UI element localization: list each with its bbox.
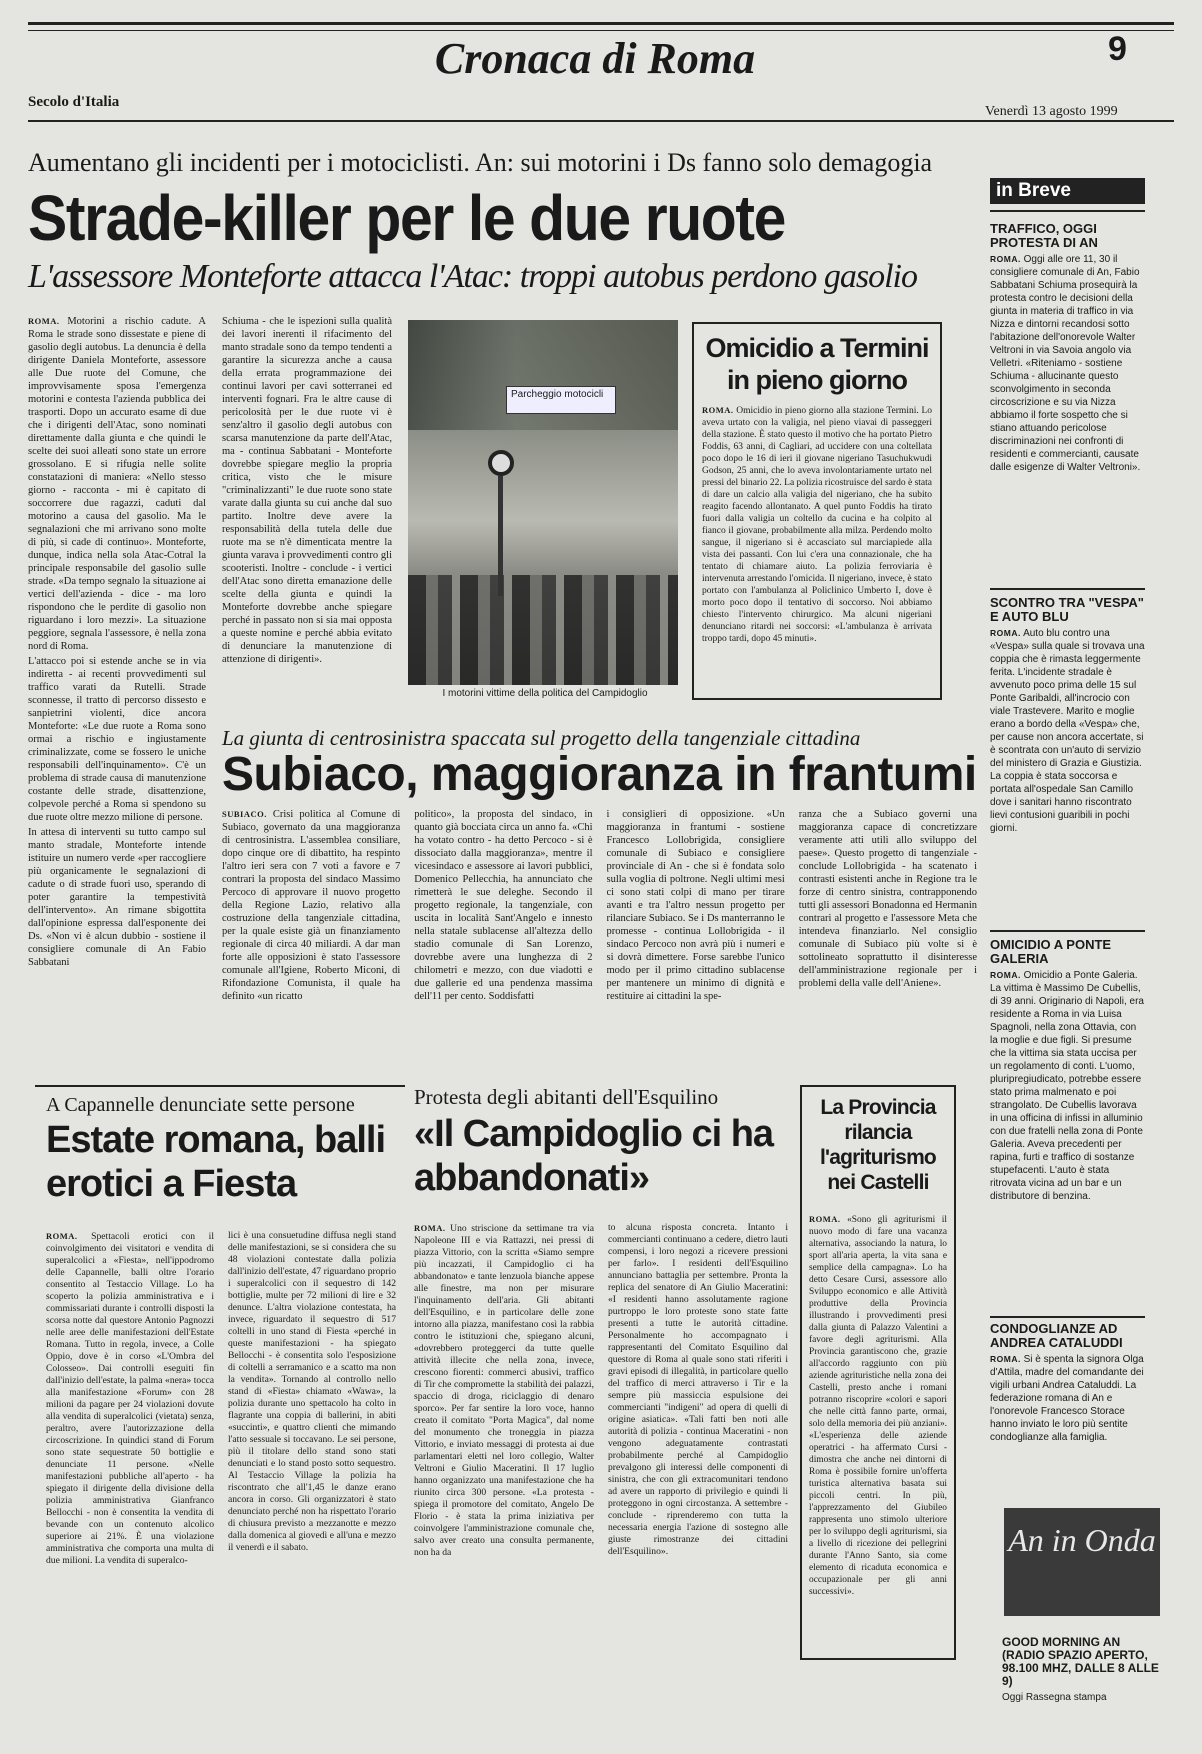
breve-title-3: OMICIDIO A PONTE GALERIA: [990, 937, 1112, 966]
campidoglio-dateline: ROMA.: [414, 1223, 446, 1233]
subiaco-text-4: ranza che a Subiaco governi una maggioranza capace di concretizzare veramente atti utili allo sviluppo del paese». Questo progetto di tangenziale - conclude Lollobrigida - ha scatenato i contrasti esistenti anche in Regione tra le forze di centro sinistra, contrapponendo tutti gli assessori Bonadonna ed Hermanin contrari al progetto e l'assessore Meta che intendeva finanziarlo. Nel consiglio comunale di Subiaco più volte si è sottolineato soprattutto il disinteresse dell'amministrazione regionale per i problemi della valle dell'Aniene».: [798, 809, 977, 989]
lead-headline: Strade-killer per le due ruote: [28, 182, 785, 254]
breve-dateline-3: ROMA.: [990, 970, 1021, 980]
campidoglio-text-1: Uno striscione da settimane tra via Napoleone III e via Rattazzi, nei pressi di piazza Vittorio, con la scritta «Siamo sempre più incazzati, il Campidoglio ci ha abbandonato» e tante lenzuola bianche appese alle finestre, ma non per misurare l'inquinamento dell'aria. Gli abitanti dell'Esquilino, e in particolare delle zone intorno alla piazza, manifestano così la rabbia contro le istituzioni che, spiegano alcuni, «dovrebbero proteggerci da tutte quelle attività illecite che nella zona, invece, crescono fiorenti: commerci abusivi, traffico di Tir che compromette la stabilità dei palazzi, spaccio di droga, riciclaggio di denaro sporco». Per far sentire la loro voce, hanno creato il comitato "Porta Magica", dal nome del monumento che troneggia in piazza Vittorio, e inviato messaggi di protesta ai due parlamentari eletti nel loro collegio, Walter Veltroni e Giulio Maceratini. Il 17 luglio hanno organizzato una manifestazione che ha riunito circa 300 persone. «La protesta - spiega il promotore del comitato, Angelo De Florio - è stata la prima iniziativa per coinvolgere l'amministrazione comunale che, salvo aver creato una consulta permanente, non ha da: [414, 1223, 594, 1558]
in-breve-header: in Breve: [990, 178, 1145, 204]
lead-text-2: Schiuma - che le ispezioni sulla qualità dei lavori inerenti il rifacimento del manto stradale sono da tempo tendenti a garantire la sicurezza anche a causa della errata programmazione dei continui lavori per cavi sotterranei ed interventi fognari. Fra le altre cause di pericolosità per le due ruote vi è senz'altro il gasolio degli autobus con scarsa manutenzione da parte dell'Atac, ma - continua Sabbatani - Monteforte dovrebbe spiegare meglio la propria critica, visto che le misure "criminalizzanti" le due ruote sono state varate dalla giunta su cui anche dal suo partito. Inoltre deve avere la responsabilità della tutela delle due ruote ma se n'è dimenticata mentre la giunta varava i provvedimenti contro gli scooteristi. Inoltre - conclude - i vertici dell'Atac sono diretta emanazione delle scelte della giunta e quindi la Monteforte dovrebbe anche spiegare perché in passato non si sia mai opposta a queste nomine e perché abbia evitato di denunciare la manutenzione di attenzione di dirigenti».: [222, 316, 392, 665]
no-entry-sign-icon: [488, 450, 514, 476]
breve-rule-4: [990, 1316, 1145, 1318]
breve-text-2: Auto blu contro una «Vespa» sulla quale si trovava una coppia che è rimasta leggermente ferita. L'incidente stradale è avvenuto poco prima delle 15 sul Ponte Garibaldi, all'incrocio con viale Trastevere. Marito e moglie erano a bordo della «Vespa» che, per cause non ancora accertate, si è scontrata con un'auto di servizio del ministero di Grazia e Giustizia. La coppia è stata soccorsa e portata all'ospedale San Camillo dove i sanitari hanno riscontrato lievi contusioni guaribili in pochi giorni.: [990, 628, 1145, 834]
termini-body: [702, 404, 932, 645]
onda-text: Oggi Rassegna stampa: [1002, 1692, 1107, 1703]
termini-dateline: ROMA.: [702, 405, 734, 415]
termini-box: [692, 322, 942, 700]
provincia-headline: La Provincia rilancia l'agriturismo nei Castelli: [820, 1096, 936, 1194]
termini-headline: Omicidio a Termini in pieno giorno: [705, 333, 929, 395]
breve-item-vespa: [990, 596, 1145, 925]
breve-rule-2: [990, 588, 1145, 590]
breve-text-4: Si è spenta la signora Olga d'Attila, madre del comandante dei vigili urbani Andrea Cataluddi. La federazione romana di An e l'onorevole Francesco Storace hanno inviato le loro più sentite condoglianze alla famiglia.: [990, 1354, 1144, 1443]
estate-columns: [46, 1230, 396, 1730]
breve-item-condoglianze: [990, 1322, 1145, 1471]
estate-headline: Estate romana, balli erotici a Fiesta: [46, 1119, 386, 1205]
subiaco-columns: [222, 808, 977, 1008]
lead-text-1b: L'attacco poi si estende anche se in via indiretta - ai recenti provvedimenti sul traffico varati da Rutelli. Strade sconnesse, il tratto di percorso dissesto e sanpietrini violenti, dice ancora Monteforte: «Le due ruote a Roma sono ormai a rischio e ingiustamente criminalizzate, come se fossero le uniche responsabili dell'inquinamento». C'è un problema di strade causa di manutenzione costante delle strade, disattenzione, colpevole perché a Roma si spendono su due ruote oltre mezzo milione di persone.: [28, 656, 206, 823]
campidoglio-columns: [414, 1222, 788, 1727]
provincia-box: [800, 1085, 956, 1660]
campidoglio-text-2: to alcuna risposta concreta. Intanto i commercianti continuano a cedere, dietro lauti compensi, i loro negozi a ricevere pressioni per farlo». I residenti dell'Esquilino annunciano battaglia per settembre. Pronta la replica del senatore di An Giulio Maceratini: «I residenti hanno assolutamente ragione purtroppo le loro proteste sono state fatte presenti a tutte le autorità cittadine. Personalmente ho accompagnato i rappresentanti del Comitato Esquilino dal questore di Roma al quale sono stati riferiti i gravi episodi di illegalità, in particolare quello del traffico di merci attraverso i Tir e la sempre più massiccia espulsione dei commercianti "indigeni" ad opera di quelli di origine asiatica». «Tali fatti ben noti alle autorità di polizia - continua Maceratini - non vengono adeguatamente contrastati probabilmente perché al Campidoglio prevalgono gli interessi delle componenti di sinistra, che con gli extracomunitari tendono ad avere un rapporto di privilegio e quindi li proteggono in ogni circostanza. A settembre - conclude - riprenderemo con tutta la necessaria energia l'azione di sostegno alle giuste rimostranze dei cittadini dell'Esquilino».: [608, 1222, 788, 1557]
breve-dateline-4: ROMA.: [990, 1354, 1021, 1364]
subiaco-kicker: La giunta di centrosinistra spaccata sul progetto della tangenziale cittadina: [222, 726, 861, 750]
termini-text: Omicidio in pieno giorno alla stazione Termini. Lo aveva urtato con la valigia, nel pieno viavai di passeggeri della stazione. È stato questo il motivo che ha portato Pietro Foddis, 63 anni, di Cagliari, ad uccidere con una coltellata poco dopo le 16 di ieri il giovane nigeriano Tasuchukwudi Godson, 25 anni, che lo aveva involontariamente urtato nel pressi del binario 22. La polizia ricostruisce del sardo è stata di dare un calcio alla valigia del nigeriano, che ha subito reagito facendo allontanato. A quel punto Foddis ha tirato fuori dalla valigia un coltello da cucina e ha colpito al fianco il giovane, probabilmente alla milza. Perdendo molto sangue, il nigeriano si è accasciato sul marciapiede alla vista dei passanti. Con lui c'era una connazionale, che ha tentato di chiamare aiuto. La polizia ferroviaria è intervenuta arrestando l'omicida. Il nigeriano, invece, è stato portato con l'ambulanza al Policlinico Umberto I, dove è morto poco dopo il tentativo di soccorso. Noi abbiamo chiesto l'intervento chirurgico. Ma alcuni nigeriani denunciano ritardi nei soccorsi: «L'ambulanza è arrivata troppo tardi, dopo 45 minuti».: [702, 406, 932, 644]
subiaco-text-3: i consiglieri di opposizione. «Un maggioranza in frantumi - sostiene Francesco Lollobrigida, consigliere comunale di Subiaco e consigliere provinciale di An - che si è fondata solo sulla voglia di poltrone. Negli ultimi mesi ci sono stati colpi di mano per tirare avanti e tra l'altro nessun progetto per rilanciare Subiaco. Se i Ds manterranno le promesse - continua Lollobrigida - il sindaco Percoco non avrà più i numeri e si dovrà dimettere. Forse sarebbe l'unico modo per il primo cittadino sublacense per mantenere un minimo di dignità e restituire ai cittadini la spe-: [606, 809, 785, 1002]
subiaco-text-2: politico», la proposta del sindaco, in quanto già bocciata circa un anno fa. «Chi ha votato contro - ha detto Percoco - si è dissociato dalla maggioranza», mentre il vicesindaco e assessore ai lavori pubblici, Domenico Pellecchia, ha annunciato che rimetterà le sue deleghe. Secondo il progetto regionale, la tangenziale, con uscita in località Sant'Angelo e innesto nella statale sublacense all'altezza dello stadio comunale di San Lorenzo, dovrebbe avere una lunghezza di 2 chilometri e mezzo, con due viadotti e due gallerie ed una pendenza massima dell'11 per cento. Soddisfatti: [414, 809, 593, 1002]
breve-title-4: CONDOGLIANZE AD ANDREA CATALUDDI: [990, 1321, 1123, 1350]
lead-dateline: ROMA.: [28, 316, 60, 326]
lead-column-2: [222, 315, 392, 705]
breve-rule-1: [990, 210, 1145, 212]
lead-kicker: Aumentano gli incidenti per i motociclisti. An: sui motorini i Ds fanno solo demagogia: [28, 148, 933, 177]
estate-dateline: ROMA.: [46, 1231, 78, 1241]
lead-text-1c: In attesa di interventi su tutto campo sul manto stradale, Monteforte intende istituire un numero verde «per raccogliere più organicamente le segnalazioni di cadute o di strade fuori uso, sperando di poter garantire la tempestività dell'intervento». An rimane sbigottita dall'opinione espressa dall'esponente dei Ds. «Non vi è alcun dubbio - sostiene il consigliere comunale di An Fabio Sabbatani: [28, 827, 206, 968]
provincia-body: [809, 1213, 947, 1598]
breve-item-traffico: [990, 222, 1145, 535]
top-rule: [28, 22, 1174, 25]
breve-rule-3: [990, 930, 1145, 932]
photo-caption: I motorini vittime della politica del Campidoglio: [442, 688, 648, 699]
breve-item-ponte-galeria: [990, 938, 1145, 1324]
breve-text-3: Omicidio a Ponte Galeria. La vittima è Massimo De Cubellis, di 39 anni. Originario di Napoli, era residente a Roma in via Luisa Spagnoli, nella zona Ottavia, con la moglie e due figli. Si presume che la vittima sia stata uccisa per un regolamento di conti. L'uomo, pluripregiudicato, potrebbe essere stato prima malmenato e poi strangolato. De Cubellis lavorava in una officina di infissi in alluminio con due fratelli nella zona di Ponte Galeria. Aveva precedenti per rapina, furti e traffico di sostanze stupefacenti. L'auto è stata ritrovata vicina ad un bar e un distributore di benzina.: [990, 970, 1144, 1202]
parked-motorcycles: [408, 575, 678, 685]
issue-date: Venerdì 13 agosto 1999: [985, 104, 1118, 119]
page-number: 9: [1108, 30, 1127, 68]
lead-subhead: L'assessore Monteforte attacca l'Atac: troppi autobus perdono gasolio: [28, 258, 917, 295]
provincia-dateline: ROMA.: [809, 1214, 841, 1224]
subiaco-dateline: SUBIACO.: [222, 809, 267, 819]
breve-item-onda: [1002, 1636, 1162, 1704]
paper-name: Secolo d'Italia: [28, 94, 120, 110]
campidoglio-kicker: Protesta degli abitanti dell'Esquilino: [414, 1085, 719, 1109]
provincia-text: «Sono gli agriturismi il nuovo modo di fare una vacanza alternativa, associando la natura, lo sport all'aria aperta, la vita sana e semplice della campagna». Lo ha detto Cesare Cursi, assessore allo Sviluppo economico e alle Attività produttive della Provincia illustrando i provvedimenti presi dalla giunta di Palazzo Valentini a favore degli agriturismi. Alla Provincia garantiscono che, grazie all'accordo raggiunto con più aziende agrituristiche nella zona dei Castelli, presto anche i romani potranno riscoprire «colori e sapori che nelle città fanno parte, ormai, solo della memoria dei più anziani». «L'esperienza delle aziende operatrici - ha affermato Cursi - dimostra che anche nei dintorni di Roma è possibile fornire un'offerta turistica alternativa basata sui piccoli centri. In più, l'apprezzamento del Giubileo rappresenta uno stimolo ulteriore per lo sviluppo degli agriturismi, sia a livello di ricezione dei pellegrini durante l'Anno Santo, sia come elemento di ricaduta economica e occupazionale per gli anni successivi».: [809, 1215, 947, 1597]
estate-text-2: lici è una consuetudine diffusa negli stand delle manifestazioni, se si considera che su 48 violazioni contestate dalla polizia dall'inizio dell'estate, 47 riguardano proprio i superalcolici con il sequestro di 142 bottiglie, multe per 72 milioni di lire e 32 denunce. L'altra violazione contestata, ha invece, riguardato il sequestro di 517 coltelli in uno stand di Fiesta «perché in queste manifestazioni - ha spiegato Bellocchi - è consentita solo l'esposizione di coltelli a serramanico e a scatto ma non la vendita». Tornando al controllo nello stand di «Fiesta» chiamato «Wawa», la polizia durante uno spettacolo ha colto in flagrante una coppia di ballerini, in abiti «succinti», e quattro clienti che mimando l'atto sessuale si toccavano. Le sei persone, più il titolare dello stand sono stati denunciati e lo stand posto sotto sequestro. Al Testaccio Village la polizia ha riscontrato che all'1,45 le danze erano ancora in corso. Gli organizzatori è stato denunciato perché non ha rispettato l'orario di chiusura previsto a mezzanotte e mezzo dalla domenica al giovedì e all'una e mezzo il venerdì e il sabato.: [228, 1230, 396, 1553]
breve-title-2: SCONTRO TRA "VESPA" E AUTO BLU: [990, 595, 1144, 624]
lead-column-1: [28, 315, 206, 1020]
breve-text-1: Oggi alle ore 11, 30 il consigliere comunale di An, Fabio Sabbatani Schiuma prosequirà la protesta contro le decisioni della giunta in materia di traffico in via Nizza e dintorni recandosi sotto l'abitazione dell'onorevole Walter Veltroni in via Savoia angolo via Velletri. «Riteniamo - sostiene Schiuma - allucinante questo sconvolgimento in seconda circoscrizione e su via Nizza abbiamo il forte sospetto che si stiano attuando pericolose discriminazioni nei confronti di residenti e commercianti, causate dalle esigenze di Walter Veltroni».: [990, 254, 1141, 473]
campidoglio-headline: «Il Campidoglio ci ha abbandonati»: [414, 1113, 774, 1199]
masthead-rule: [28, 120, 1174, 122]
breve-dateline-2: ROMA.: [990, 628, 1021, 638]
estate-kicker: A Capannelle denunciate sette persone: [46, 1094, 355, 1116]
onda-title: GOOD MORNING AN (RADIO SPAZIO APERTO, 98.100 MHZ, DALLE 8 ALLE 9): [1002, 1635, 1159, 1688]
section-title: Cronaca di Roma: [434, 34, 756, 83]
subiaco-headline: Subiaco, maggioranza in frantumi: [222, 748, 977, 801]
subiaco-text-1: Crisi politica al Comune di Subiaco, governato da una maggioranza di centrosinistra. L'assemblea consiliare, dopo cinque ore di dibattito, ha respinto l'altro ieri sera con 7 voti a favore e 7 contrari la proposta del sindaco Massimo Percoco di approvare il nuovo progetto della Regione Lazio, relativo alla costruzione della tangenziale cittadina, per la quale esiste già un finanziamento regionale di circa 40 miliardi. A dar man forte alle opposizioni è stato l'assessore comunale all'Igiene, Roberto Miconi, di Rifondazione Comunista, il quale ha definito «un ricatto: [222, 809, 401, 1002]
breve-title-1: TRAFFICO, OGGI PROTESTA DI AN: [990, 221, 1098, 250]
motorcycles-photo: [408, 320, 678, 685]
lead-text-1: Motorini a rischio cadute. A Roma le strade sono dissestate e piene di gasolio degli autobus. La denuncia è della dirigente Daniela Monteforte, assessore alle Due ruote del Comune, che improvvisamente sposa l'emergenza motorini e contesta l'azienda pubblica dei trasporti. Dopo un accurato esame di due che i dirigenti dell'Atac, sono nominati direttamente dalla giunta e che quindi le scelte dei suoi alleati sono state un errore grossolano. E si rifugia nelle solite constatazioni di maniera: «Nello stesso giorno - racconta - mi è capitato di soccorrere due ragazzi, caduti dal motorino a causa del gasolio. Ma le segnalazioni che mi arrivano sono molte di più, si cade di continuo». Monteforte, dunque, indica nella sola Atac-Cotral la principale responsabile del gasolio sulle strade. «Da tempo segnalo la situazione ai vertici dell'azienda - dice - ma loro rispondono che le perdite di gasolio non riguardano i loro mezzi». La situazione peggiore, segnala l'assessore, è nella zona nord di Roma.: [28, 316, 206, 652]
parking-sign: Parcheggio motocicli: [506, 386, 616, 414]
estate-text-1: Spettacoli erotici con il coinvolgimento dei visitatori e vendita di superalcolici a «Fiesta», nell'ippodromo delle Capannelle, balli oltre l'orario consentito al Testaccio Village. Lo ha scoperto la polizia amministrativa e i commissariati durante i controlli disposti la scorsa notte dal questore Antonio Pagnozzi nelle aree delle manifestazioni dell'Estate Romana. Tutto in regola, invece, a Colle Oppio, dove è in corso «L'Ombra del Colosseo». Dai controlli eseguiti fin dall'inizio dell'estate, la palma «nera» tocca alla manifestazione «Forum» con 28 milioni da pagare per 24 violazioni dovute alla vendita di superalcolici (vietata) senza, peraltro, avere l'autorizzazione della circoscrizione. In quindici stand di Forum sono state sequestrate 50 bottiglie e denunciate 11 persone. «Nelle manifestazioni pubbliche all'aperto - ha spiegato il dirigente della divisione della polizia amministrativa Gianfranco Bellocchi - non è consentita la vendita di bevande con un contenuto alcolico superiore ai 21%. È una violazione amministrativa che comporta una multa di due milioni. La vendita di superalco-: [46, 1231, 214, 1566]
an-in-onda-logo: An in Onda: [1004, 1508, 1160, 1616]
breve-dateline-1: ROMA.: [990, 254, 1021, 264]
